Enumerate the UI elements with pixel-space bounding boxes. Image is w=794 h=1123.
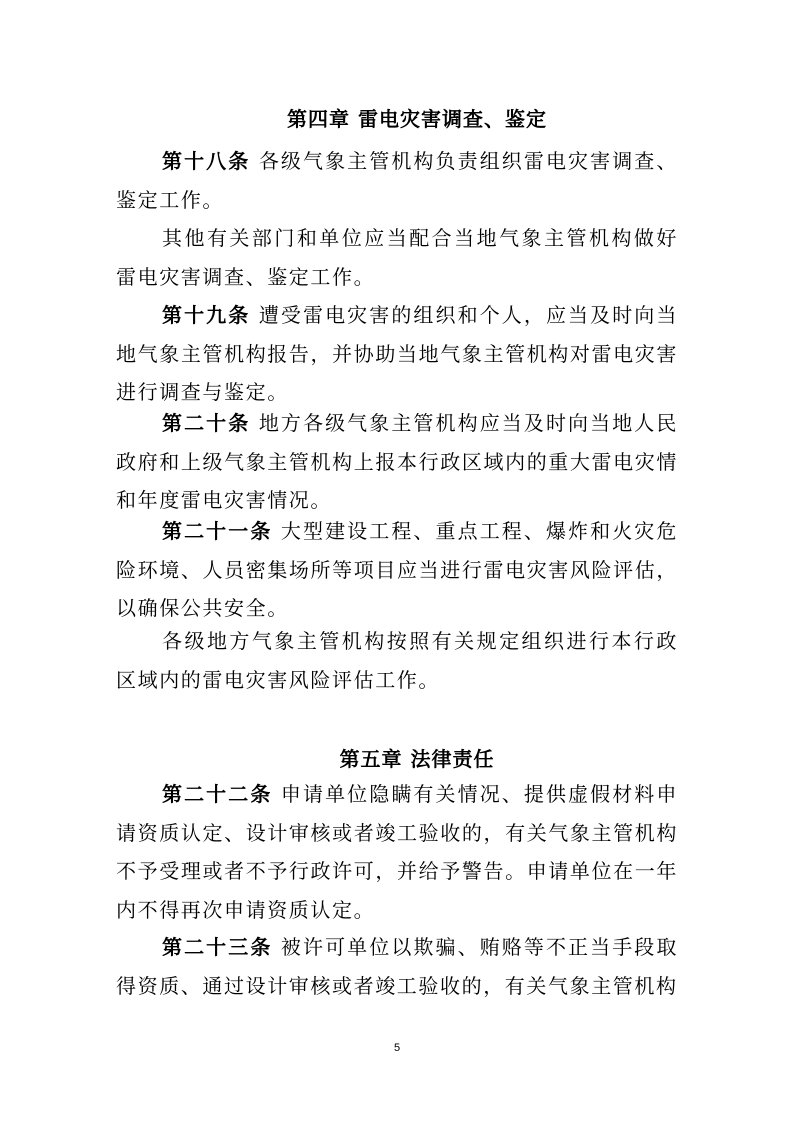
page-number: 5 xyxy=(393,1042,401,1054)
article-label: 第二十一条 xyxy=(162,519,273,543)
article-label: 第十八条 xyxy=(162,149,251,173)
article-23 xyxy=(116,928,678,1005)
article-text: 申请单位隐瞒有关情况、提供虚假材料申请资质认定、设计审核或者竣工验收的，有关气象主管机构不予受理或者不予行政许可，并给予警告。申请单位在一年内不得再次申请资质认定。 xyxy=(116,782,678,922)
article-text: 遭受雷电灾害的组织和个人，应当及时向当地气象主管机构报告，并协助当地气象主管机构对雷电灾害进行调查与鉴定。 xyxy=(116,303,678,404)
article-text: 其他有关部门和单位应当配合当地气象主管机构做好雷电灾害调查、鉴定工作。 xyxy=(116,226,678,289)
article-21 xyxy=(116,512,678,628)
article-text: 地方各级气象主管机构应当及时向当地人民政府和上级气象主管机构上报本行政区域内的重大雷电灾情和年度雷电灾害情况。 xyxy=(116,411,678,512)
article-19 xyxy=(116,296,678,412)
article-18 xyxy=(116,142,678,219)
chapter-4-title: 第四章 雷电灾害调查、鉴定 xyxy=(287,107,547,131)
article-22 xyxy=(116,775,678,929)
article-text: 大型建设工程、重点工程、爆炸和火灾危险环境、人员密集场所等项目应当进行雷电灾害风险评估，以确保公共安全。 xyxy=(116,519,678,620)
article-18-paragraph-2 xyxy=(116,219,678,296)
article-label: 第十九条 xyxy=(162,303,251,327)
article-label: 第二十三条 xyxy=(162,935,273,959)
article-20 xyxy=(116,404,678,520)
chapter-5-title: 第五章 法律责任 xyxy=(339,747,495,771)
article-text: 被许可单位以欺骗、贿赂等不正当手段取得资质、通过设计审核或者竣工验收的，有关气象主管机构 xyxy=(116,935,678,998)
article-label: 第二十条 xyxy=(162,411,251,435)
article-label: 第二十二条 xyxy=(162,782,273,806)
article-21-paragraph-2 xyxy=(116,622,678,699)
article-text: 各级地方气象主管机构按照有关规定组织进行本行政区域内的雷电灾害风险评估工作。 xyxy=(116,629,678,692)
article-text: 各级气象主管机构负责组织雷电灾害调查、鉴定工作。 xyxy=(116,149,678,212)
